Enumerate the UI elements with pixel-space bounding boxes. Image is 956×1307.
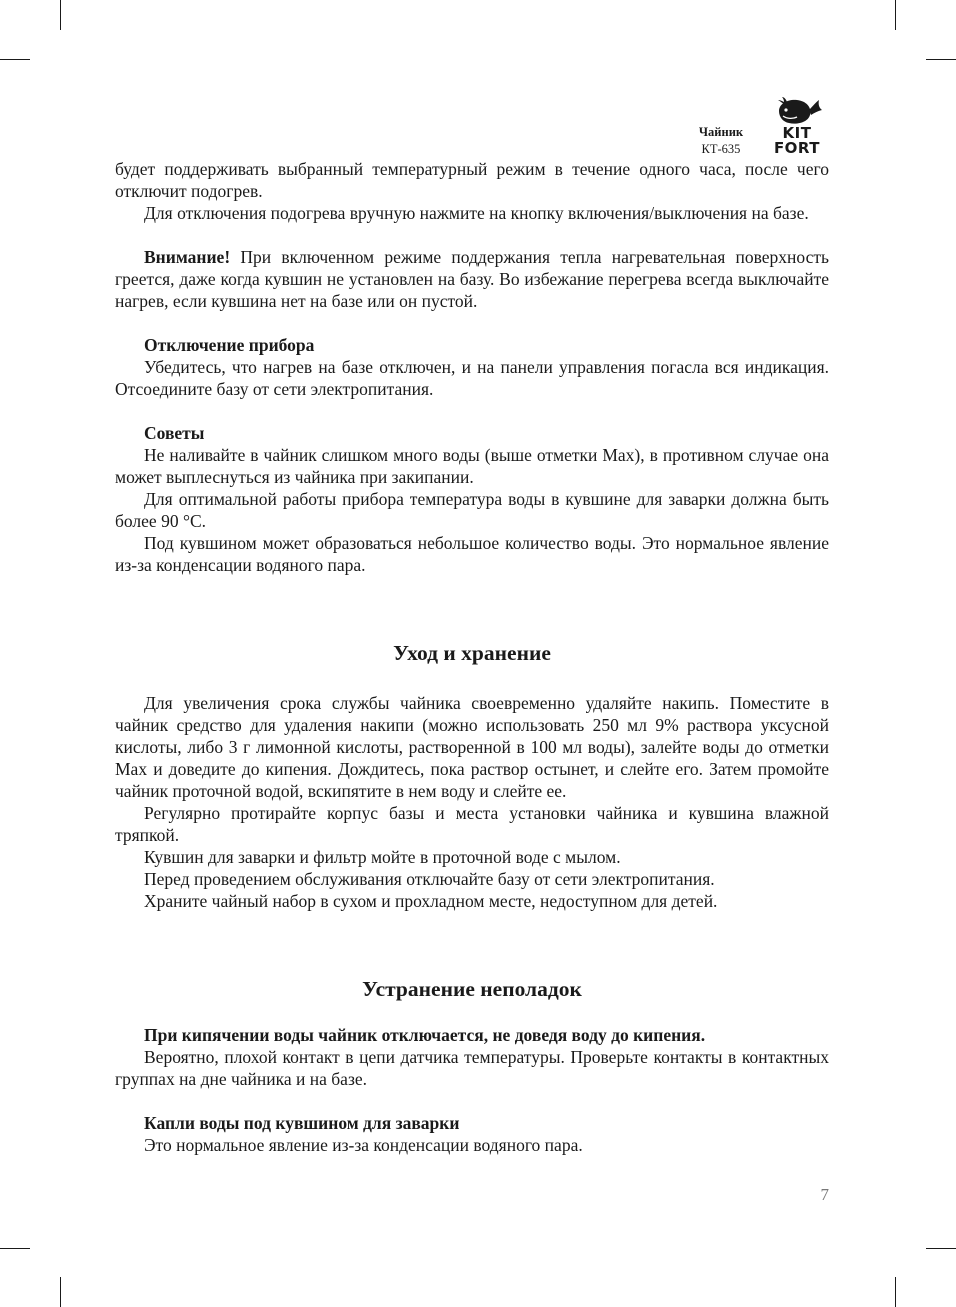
paragraph: Убедитесь, что нагрев на базе отключен, и на панели управления погасла вся индикация. Отсоедините базу от сети электропитания.: [115, 357, 829, 399]
paragraph: Это нормальное явление из-за конденсации водяного пара.: [144, 1135, 583, 1155]
brand-logo: [766, 96, 828, 158]
crop-mark: [895, 1277, 896, 1307]
subsection-title: Капли воды под кувшином для заварки: [144, 1113, 460, 1133]
section-title: Устранение неполадок: [362, 977, 582, 1001]
section-title: Уход и хранение: [393, 641, 551, 665]
subsection-title: Советы: [144, 423, 205, 443]
paragraph: Храните чайный набор в сухом и прохладном месте, недоступном для детей.: [144, 891, 718, 911]
product-model: КТ-635: [701, 142, 741, 156]
warning-text: При включенном режиме поддержания тепла нагревательная поверхность греется, даже когда кувшин не установлен на базу. Во избежание перегрева всегда выключайте нагрев, если кувшина нет на базе или он пустой.: [115, 247, 829, 311]
paragraph: Под кувшином может образоваться небольшое количество воды. Это нормальное явление из-за конденсации водяного пара.: [115, 533, 829, 575]
subsection-title: При кипячении воды чайник отключается, не доведя воду до кипения.: [144, 1025, 706, 1045]
crop-mark: [926, 59, 956, 60]
paragraph: Регулярно протирайте корпус базы и места установки чайника и кувшина влажной тряпкой.: [115, 803, 829, 845]
crop-mark: [0, 1248, 30, 1249]
subsection-title: Отключение прибора: [144, 335, 315, 355]
page-header: [690, 96, 832, 158]
paragraph: будет поддерживать выбранный температурный режим в течение одного часа, после чего отключит подогрев.: [115, 159, 829, 201]
crop-mark: [926, 1248, 956, 1249]
paragraph: Не наливайте в чайник слишком много воды (выше отметки Max), в противном случае она может выплеснуться из чайника при закипании.: [115, 445, 829, 487]
paragraph: Вероятно, плохой контакт в цепи датчика температуры. Проверьте контакты в контактных группах на дне чайника и на базе.: [115, 1047, 829, 1089]
warning-label: Внимание!: [144, 247, 231, 267]
paragraph: Для оптимальной работы прибора температура воды в кувшине для заварки должна быть более 90 °C.: [115, 489, 829, 531]
crop-mark: [895, 0, 896, 30]
product-info: [690, 124, 752, 158]
whale-icon: [767, 96, 825, 126]
crop-mark: [60, 0, 61, 30]
crop-mark: [60, 1277, 61, 1307]
product-name: Чайник: [698, 125, 744, 139]
brand-name-line2: FORT: [773, 139, 821, 157]
paragraph: Кувшин для заварки и фильтр мойте в проточной воде с мылом.: [144, 847, 621, 867]
paragraph: Для увеличения срока службы чайника своевременно удаляйте накипь. Поместите в чайник средство для удаления накипи (можно использовать 250 мл 9% раствора уксусной кислоты, либо 3 г лимонной кислоты, растворенной в 100 мл воды), залейте воды до отметки Max и доведите до кипения. Дождитесь, пока раствор остынет, и слейте его. Затем промойте чайник проточной водой, вскипятите в нем воду и слейте ее.: [115, 693, 829, 801]
paragraph: Перед проведением обслуживания отключайте базу от сети электропитания.: [144, 869, 715, 889]
document-body: [115, 158, 829, 1156]
paragraph: Для отключения подогрева вручную нажмите на кнопку включения/выключения на базе.: [144, 203, 809, 223]
brand-name-line1: KIT: [782, 124, 812, 142]
crop-mark: [0, 59, 30, 60]
page-number: 7: [820, 1185, 829, 1204]
warning-paragraph: [115, 246, 829, 312]
